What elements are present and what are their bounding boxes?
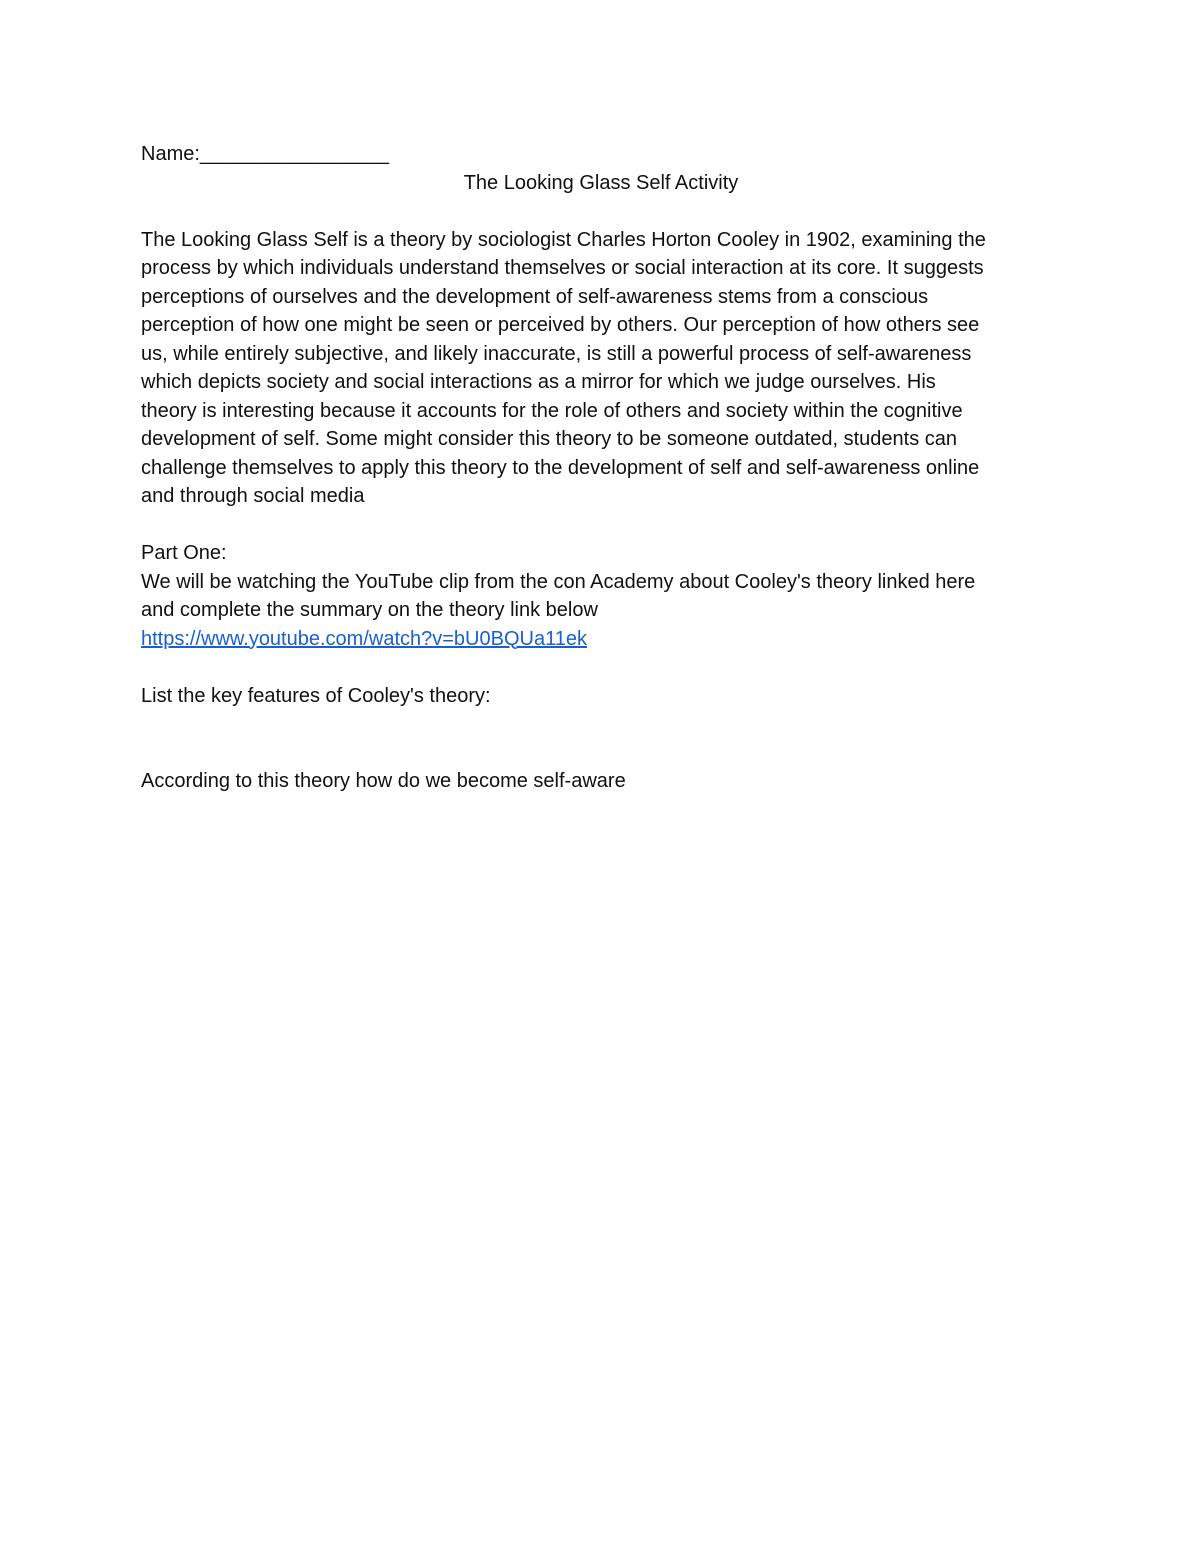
intro-line: challenge themselves to apply this theory to the development of self and self-awareness online [141,456,980,479]
question-self-aware: According to this theory how do we become self-aware [141,770,626,792]
part-one-heading: Part One: [141,542,227,564]
part-one-line: We will be watching the YouTube clip from the con Academy about Cooley's theory linked here [141,570,976,593]
intro-line: and through social media [141,485,365,507]
spacer [141,197,1061,226]
part-one-line: and complete the summary on the theory link below [141,599,598,621]
intro-line: which depicts society and social interactions as a mirror for which we judge ourselves. His [141,371,936,393]
intro-line: The Looking Glass Self is a theory by sociologist Charles Horton Cooley in 1902, examining the [141,228,986,251]
intro-line: process by which individuals understand themselves or social interaction at its core. It suggests [141,257,984,279]
intro-line: us, while entirely subjective, and likely inaccurate, is still a powerful process of self-awareness [141,342,972,365]
spacer [141,653,1061,682]
document-content [141,140,1061,796]
spacer [141,511,1061,540]
answer-space [141,710,1061,767]
document-title: The Looking Glass Self Activity [463,171,739,194]
name-line: Name:_________________ [141,143,389,165]
question-key-features: List the key features of Cooley's theory: [141,684,491,707]
intro-line: theory is interesting because it accounts for the role of others and society within the cognitive [141,399,963,422]
intro-line: development of self. Some might consider this theory to be someone outdated, students can [141,428,958,450]
intro-line: perception of how one might be seen or perceived by others. Our perception of how others see [141,314,980,336]
youtube-link[interactable]: https://www.youtube.com/watch?v=bU0BQUa11ek [141,627,587,650]
video-link-line [141,625,1061,654]
intro-line: perceptions of ourselves and the development of self-awareness stems from a conscious [141,285,929,308]
intro-paragraph [141,226,1061,511]
